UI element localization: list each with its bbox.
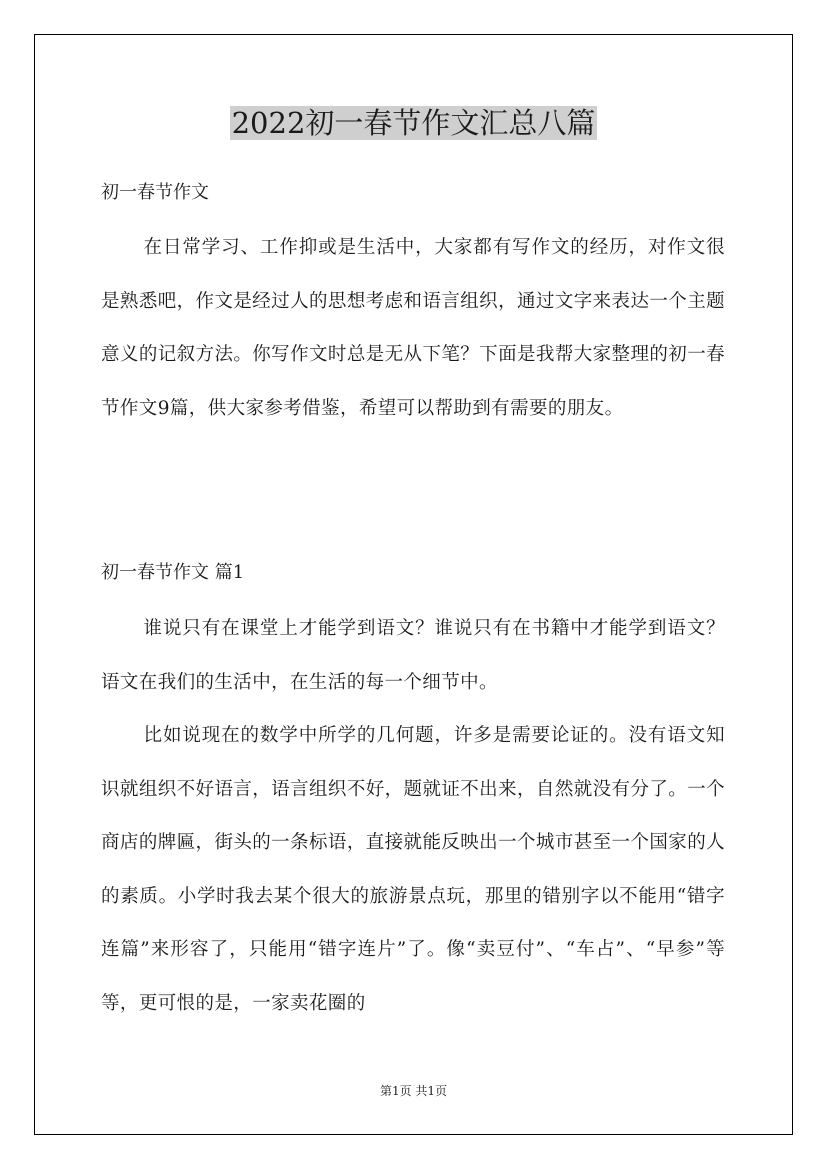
section1-paragraph-1: 谁说只有在课堂上才能学到语文？谁说只有在书籍中才能学到语文？语文在我们的生活中，在生活的每一个细节中。	[101, 618, 725, 693]
intro-heading: 初一春节作文	[101, 182, 209, 203]
page-footer: 第1页 共1页	[379, 1084, 448, 1098]
section1-heading: 初一春节作文 篇1	[101, 562, 245, 583]
document-title-text: 2022初一春节作文汇总八篇	[231, 106, 596, 140]
intro-paragraph: 在日常学习、工作抑或是生活中，大家都有写作文的经历，对作文很是熟悉吧，作文是经过人的思想考虑和语言组织，通过文字来表达一个主题意义的记叙方法。你写作文时总是无从下笔？下面是我帮大家整理的初一春节作文9篇，供大家参考借鉴，希望可以帮助到有需要的朋友。	[101, 237, 725, 419]
section1-paragraph-2: 比如说现在的数学中所学的几何题，许多是需要论证的。没有语文知识就组织不好语言，语言组织不好，题就证不出来，自然就没有分了。一个商店的牌匾，街头的一条标语，直接就能反映出一个城市甚至一个国家的人的素质。小学时我去某个很大的旅游景点玩，那里的错别字以不能用“错字连篇”来形容了，只能用“错字连片”了。像“卖豆付”、“车占”、“早参”等等，更可恨的是，一家卖花圈的	[101, 725, 725, 1014]
document-title	[0, 101, 827, 145]
